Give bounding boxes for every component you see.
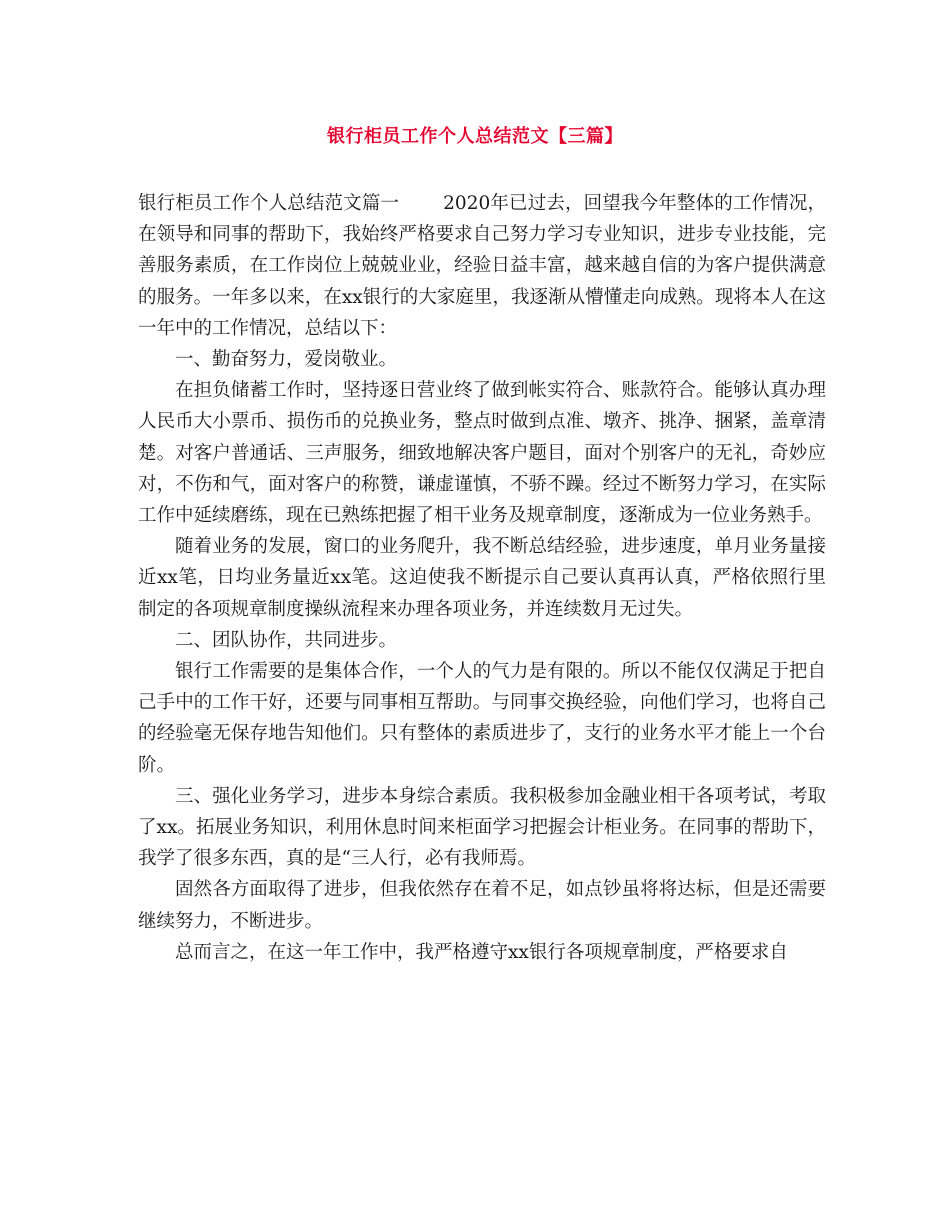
document-body (138, 188, 826, 968)
paragraph-intro (138, 188, 826, 344)
paragraph-text: 2020年已过去，回望我今年整体的工作情况，在领导和同事的帮助下，我始终严格要求自己努力学习专业知识，进步专业技能，完善服务素质，在工作岗位上兢兢业业，经验日益丰富，越来越自信的为客户提供满意的服务。一年多以来，在xx银行的大家庭里，我逐渐从懵懂走向成熟。现将本人在这一年中的工作情况，总结以下： (138, 193, 826, 339)
section-heading: 一、勤奋努力，爱岗敬业。 (175, 349, 398, 371)
section-heading: 二、团队协作，共同进步。 (175, 629, 398, 651)
paragraph: 总而言之，在这一年工作中，我严格遵守xx银行各项规章制度，严格要求自 (175, 941, 788, 963)
paragraph: 银行工作需要的是集体合作，一个人的气力是有限的。所以不能仅仅满足于把自己手中的工作干好，还要与同事相互帮助。与同事交换经验，向他们学习，也将自己的经验毫无保存地告知他们。只有整体的素质进步了，支行的业务水平才能上一个台阶。 (138, 661, 826, 776)
paragraph: 随着业务的发展，窗口的业务爬升，我不断总结经验，进步速度，单月业务量接近xx笔，日均业务量近xx笔。这迫使我不断提示自己要认真再认真，严格依照行里制定的各项规章制度操纵流程来办理各项业务，并连续数月无过失。 (138, 536, 826, 620)
paragraph: 固然各方面取得了进步，但我依然存在着不足，如点钞虽将将达标，但是还需要继续努力，不断进步。 (138, 879, 826, 932)
intro-label: 银行柜员工作个人总结范文篇一 (138, 193, 400, 214)
document-title: 银行柜员工作个人总结范文【三篇】 (327, 126, 623, 147)
paragraph: 在担负储蓄工作时，坚持逐日营业终了做到帐实符合、账款符合。能够认真办理人民币大小票币、损伤币的兑换业务，整点时做到点准、墩齐、挑净、捆紧，盖章清楚。对客户普通话、三声服务，细致地解决客户题目，面对个别客户的无礼，奇妙应对，不伤和气，面对客户的称赞，谦虚谨慎，不骄不躁。经过不断努力学习，在实际工作中延续磨练，现在已熟练把握了相干业务及规章制度，逐渐成为一位业务熟手。 (138, 380, 826, 527)
paragraph: 三、强化业务学习，进步本身综合素质。我积极参加金融业相干各项考试，考取了xx。拓展业务知识，利用休息时间来柜面学习把握会计柜业务。在同事的帮助下，我学了很多东西，真的是“三人行，必有我师焉。 (138, 785, 826, 870)
